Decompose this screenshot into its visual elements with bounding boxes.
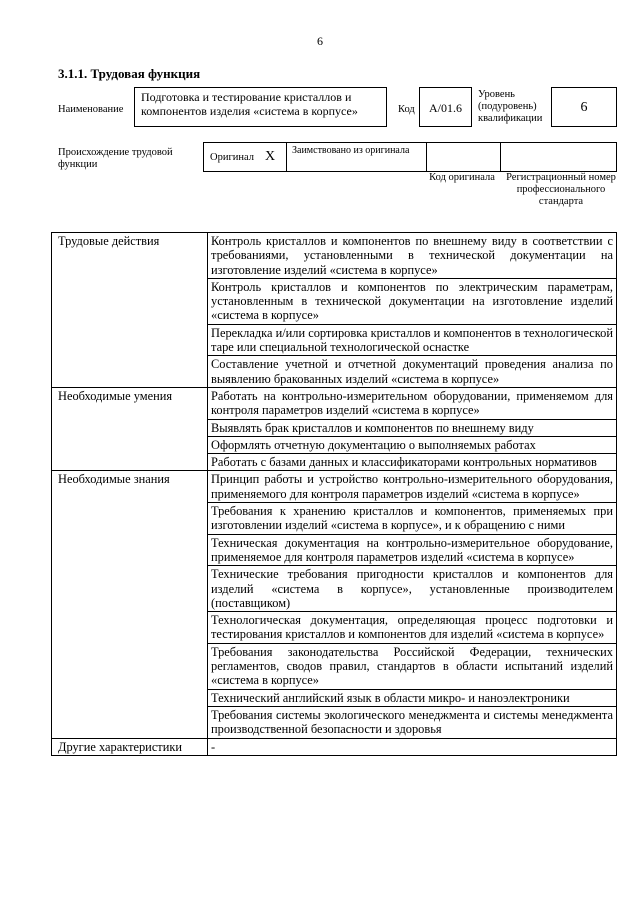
code-label: Код: [398, 104, 415, 115]
table-cell: Технологическая документация, определяющая процесс подготовки и тестирования кристаллов и компонентов для изделий «система в корпусе»: [208, 612, 617, 644]
name-value: Подготовка и тестирование кристаллов и компонентов изделия «система в корпусе»: [134, 87, 387, 127]
function-table: [51, 232, 617, 756]
level-value: 6: [551, 87, 617, 127]
table-cell: Требования законодательства Российской Федерации, технических регламентов, сводов правил, стандартов в области испытаний изделий «система в корпусе»: [208, 643, 617, 689]
borrowed-label: Заимствовано из оригинала: [292, 145, 410, 156]
table-cell: Техническая документация на контрольно-измерительное оборудование, применяемое для контроля параметров изделий «система в корпусе»: [208, 534, 617, 566]
table-row: [52, 738, 617, 755]
reg-number-label: Регистрационный номер профессионального стандарта: [506, 172, 616, 207]
table-cell: Принцип работы и устройство контрольно-измерительного оборудования, применяемого для контроля параметров изделий «система в корпусе»: [208, 471, 617, 503]
row-label: Необходимые знания: [52, 471, 208, 738]
level-label: Уровень (подуровень) квалификации: [478, 89, 543, 124]
name-label: Наименование: [58, 104, 124, 115]
row-label: Другие характеристики: [52, 738, 208, 755]
table-cell: Работать с базами данных и классификаторами контрольных нормативов: [208, 454, 617, 471]
table-row: [52, 233, 617, 279]
row-label: Необходимые умения: [52, 387, 208, 470]
table-cell: Контроль кристаллов и компонентов по электрическим параметрам, установленным в технической документации на изготовление изделий «система в корпусе»: [208, 278, 617, 324]
code-value: A/01.6: [419, 87, 472, 127]
table-row: [52, 387, 617, 419]
table-cell: -: [208, 738, 617, 755]
origin-label: Происхождение трудовой функции: [58, 147, 173, 170]
original-mark: X: [265, 149, 276, 164]
table-cell: Оформлять отчетную документацию о выполняемых работах: [208, 436, 617, 453]
table-cell: Технический английский язык в области микро- и наноэлектроники: [208, 689, 617, 706]
table-cell: Выявлять брак кристаллов и компонентов по внешнему виду: [208, 419, 617, 436]
page-number: 6: [317, 34, 323, 48]
original-label: Оригинал: [210, 152, 254, 163]
table-row: [52, 471, 617, 503]
table-cell: Перекладка и/или сортировка кристаллов и компонентов в технологической таре или специальной технологической оснастке: [208, 324, 617, 356]
table-cell: Контроль кристаллов и компонентов по внешнему виду в соответствии с требованиями, установленными в технической документации на изготовление изделий «система в корпусе»: [208, 233, 617, 279]
section-title: 3.1.1. Трудовая функция: [58, 66, 201, 81]
table-cell: Составление учетной и отчетной документаций проведения анализа по выявлению бракованных изделий «система в корпусе»: [208, 356, 617, 388]
origin-table: [203, 142, 617, 172]
table-cell: Работать на контрольно-измерительном оборудовании, применяемом для контроля параметров изделий «система в корпусе»: [208, 387, 617, 419]
table-cell: Требования системы экологического менеджмента и системы менеджмента производственной безопасности и здоровья: [208, 706, 617, 738]
code-orig-label: Код оригинала: [429, 172, 495, 183]
table-cell: Требования к хранению кристаллов и компонентов, применяемых при изготовлении изделий «система в корпусе», и к обращению с ними: [208, 503, 617, 535]
row-label: Трудовые действия: [52, 233, 208, 388]
table-cell: Технические требования пригодности кристаллов и компонентов для изделий «система в корпусе», установленные производителем (поставщиком): [208, 566, 617, 612]
